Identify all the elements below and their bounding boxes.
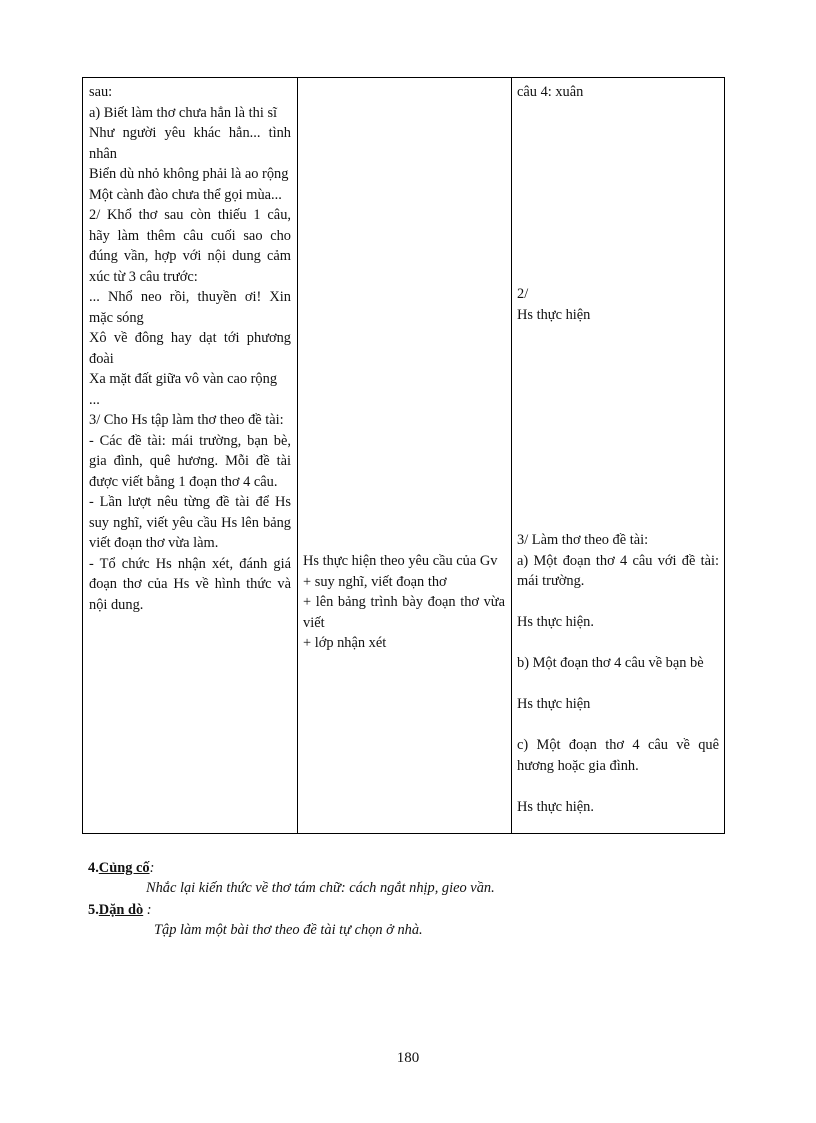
col1-line: - Lần lượt nêu từng đề tài để Hs suy nghĩ, viết yêu cầu Hs lên bảng viết đoạn thơ vừa làm. <box>89 494 291 551</box>
col2-content <box>303 551 505 654</box>
section-5-text: Tập làm một bài thơ theo đề tài tự chọn ở nhà. <box>154 922 423 938</box>
col2-line: + lên bảng trình bày đoạn thơ vừa viết <box>303 594 505 631</box>
col1-line: Xô về đông hay dạt tới phương đoài <box>89 330 291 367</box>
section-5-title: Dặn dò <box>98 902 144 918</box>
col1-line: 2/ Khổ thơ sau còn thiếu 1 câu, hãy làm thêm câu cuối sao cho đúng vần, hợp với nội dung cảm xúc từ 3 câu trước: <box>89 207 291 285</box>
col3-top <box>517 82 719 103</box>
col2-line: + lớp nhận xét <box>303 635 387 651</box>
col3-line: 2/ <box>517 286 529 302</box>
col1-line: Xa mặt đất giữa vô vàn cao rộng <box>89 371 278 387</box>
col3-line: c) Một đoạn thơ 4 câu về quê hương hoặc gia đình. <box>517 737 719 774</box>
col3-spacer <box>517 592 719 613</box>
section-4-heading <box>88 858 154 878</box>
col1-content <box>89 82 291 615</box>
column-teacher-activity <box>83 78 298 833</box>
col3-spacer <box>517 715 719 736</box>
col1-line: 3/ Cho Hs tập làm thơ theo đề tài: <box>89 412 284 428</box>
section-5-number: 5. <box>88 902 99 918</box>
col1-line: Một cành đào chưa thể gọi mùa... <box>89 186 282 203</box>
section-4-title: Củng cố <box>98 860 150 876</box>
lesson-table <box>82 77 725 834</box>
col3-line: b) Một đoạn thơ 4 câu về bạn bè <box>517 655 704 671</box>
col1-line: Như người yêu khác hẳn... tình nhân <box>89 125 291 162</box>
page-number: 180 <box>396 1050 420 1066</box>
col3-line: Hs thực hiện. <box>517 798 594 815</box>
col1-line: - Các đề tài: mái trường, bạn bè, gia đình, quê hương. Mỗi đề tài được viết bằng 1 đoạn thơ 4 câu. <box>89 432 291 490</box>
section-4-colon: : <box>149 860 155 876</box>
col3-line: Hs thực hiện. <box>517 614 594 630</box>
col3-line: Hs thực hiện <box>517 696 591 712</box>
col2-line: + suy nghĩ, viết đoạn thơ <box>303 573 447 590</box>
col1-line: sau: <box>89 84 113 100</box>
col3-line: 3/ Làm thơ theo đề tài: <box>517 532 649 548</box>
col3-spacer <box>517 633 719 654</box>
section-4-number: 4. <box>88 860 99 876</box>
col3-line: câu 4: xuân <box>517 84 584 100</box>
col1-line: Biển dù nhỏ không phải là ao rộng <box>89 166 289 182</box>
col1-line: a) Biết làm thơ chưa hẳn là thi sĩ <box>89 104 278 121</box>
column-content <box>511 78 725 833</box>
col3-mid <box>517 284 719 325</box>
col1-line: ... <box>89 391 100 408</box>
section-5-heading <box>88 900 152 920</box>
column-student-activity <box>297 78 512 833</box>
col2-line: Hs thực hiện theo yêu cầu của Gv <box>303 553 498 569</box>
col1-line: - Tổ chức Hs nhận xét, đánh giá đoạn thơ của Hs về hình thức và nội dung. <box>89 555 291 613</box>
col3-line: a) Một đoạn thơ 4 câu với đề tài: mái trường. <box>517 552 719 589</box>
section-4-text: Nhắc lại kiến thức về thơ tám chữ: cách ngắt nhịp, gieo vần. <box>146 880 495 896</box>
col1-line: ... Nhổ neo rồi, thuyền ơi! Xin mặc sóng <box>89 289 291 326</box>
col3-spacer <box>517 674 719 695</box>
col3-spacer <box>517 776 719 797</box>
section-5-colon: : <box>143 902 152 918</box>
col3-line: Hs thực hiện <box>517 306 591 323</box>
col3-bottom <box>517 530 719 817</box>
